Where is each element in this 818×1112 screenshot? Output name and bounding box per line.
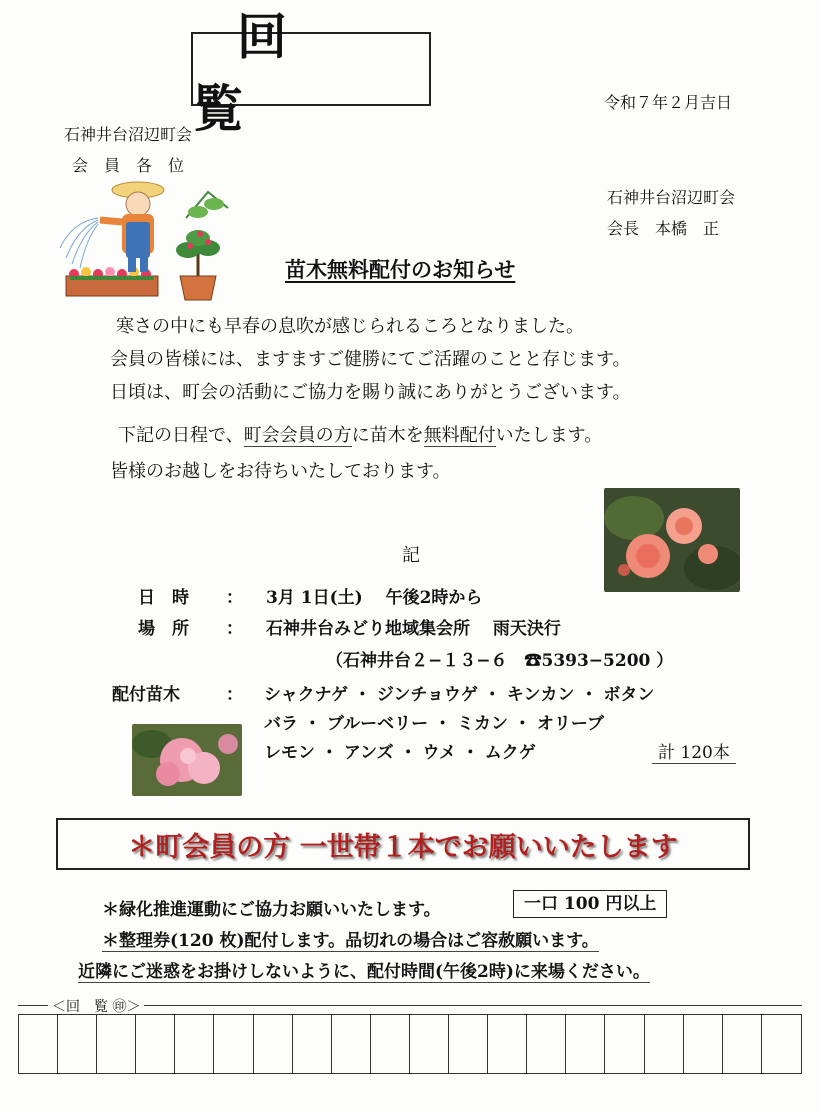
- items-colon: ：: [226, 685, 243, 705]
- azalea-photo: [132, 724, 242, 796]
- stamp-cell[interactable]: [332, 1015, 371, 1073]
- kairan-title: 回 覧: [191, 32, 431, 106]
- stamp-cell[interactable]: [254, 1015, 293, 1073]
- circulation-label: ＜回 覧 ㊞＞: [48, 996, 144, 1016]
- place-value: 石神井台みどり地域集会所 雨天決行: [266, 619, 561, 639]
- date-value: 3月 1日(土) 午後2時から: [266, 588, 483, 608]
- place-address: （石神井台２−１３−６ ☎5393−5200 ）: [326, 651, 674, 671]
- body-line-3: 日頃は、町会の活動にご協力を賜り誠にありがとうございます。: [110, 382, 631, 403]
- note-neighbors: 近隣にご迷惑をお掛けしないように、配付時間(午後2時)に来場ください。: [78, 957, 650, 983]
- stamp-cell[interactable]: [488, 1015, 527, 1073]
- items-line-3: レモン ・ アンズ ・ ウメ ・ ムクゲ: [264, 743, 536, 763]
- donation-box: 一口 100 円以上: [513, 890, 667, 918]
- stamp-cell[interactable]: [527, 1015, 566, 1073]
- water-spray-icon: [60, 218, 98, 268]
- notice-title: 苗木無料配付のお知らせ: [285, 257, 516, 282]
- items-line-2: バラ ・ ブルーベリー ・ ミカン ・ オリーブ: [264, 714, 604, 734]
- stamp-cell[interactable]: [566, 1015, 605, 1073]
- request-banner: ＊町会員の方 一世帯１本でお願いいたします: [56, 818, 750, 870]
- free-distribution-emphasis: 無料配付: [423, 425, 496, 446]
- stamp-cell[interactable]: [410, 1015, 449, 1073]
- note-greening: ＊緑化推進運動にご協力お願いいたします。: [102, 900, 441, 920]
- circulation-stamp-grid: [18, 1014, 802, 1074]
- stamp-cell[interactable]: [449, 1015, 488, 1073]
- body-line-4-post: いたします。: [495, 425, 603, 446]
- body-line-4-pre: 下記の日程で、: [118, 425, 244, 446]
- date-label: 日 時: [138, 588, 189, 608]
- gardener-illustration: [58, 178, 230, 306]
- place-label: 場 所: [138, 619, 189, 639]
- members-emphasis: 町会会員の方: [243, 425, 352, 446]
- stamp-cell[interactable]: [58, 1015, 97, 1073]
- note-ticket: ＊整理券(120 枚)配付します。品切れの場合はご容赦願います。: [102, 926, 599, 952]
- body-line-4-mid: に苗木を: [351, 425, 424, 446]
- ki-heading: 記: [402, 545, 420, 566]
- stamp-cell[interactable]: [19, 1015, 58, 1073]
- stamp-cell[interactable]: [136, 1015, 175, 1073]
- sender-name: 会長 本橋 正: [607, 219, 720, 238]
- place-colon: ：: [226, 619, 243, 639]
- date-colon: ：: [226, 588, 243, 608]
- items-line-1: シャクナゲ ・ ジンチョウゲ ・ キンカン ・ ボタン: [264, 685, 655, 705]
- stamp-cell[interactable]: [175, 1015, 214, 1073]
- body-line-5: 皆様のお越しをお待ちいたしております。: [110, 461, 451, 482]
- body-line-1: 寒さの中にも早春の息吹が感じられるころとなりました。: [116, 316, 584, 337]
- body-line-4: [118, 421, 602, 447]
- sender-org: 石神井台沼辺町会: [607, 188, 736, 207]
- issue-date: 令和７年２月吉日: [604, 93, 733, 112]
- stamp-cell[interactable]: [684, 1015, 723, 1073]
- stamp-cell[interactable]: [605, 1015, 644, 1073]
- stamp-cell[interactable]: [214, 1015, 253, 1073]
- stamp-cell[interactable]: [645, 1015, 684, 1073]
- stamp-cell[interactable]: [97, 1015, 136, 1073]
- items-total: 計 120本: [652, 738, 736, 764]
- body-line-2: 会員の皆様には、ますますご健勝にてご活躍のことと存じます。: [110, 349, 631, 370]
- stamp-cell[interactable]: [293, 1015, 332, 1073]
- stamp-cell[interactable]: [723, 1015, 762, 1073]
- stamp-cell[interactable]: [371, 1015, 410, 1073]
- recipient-members: 会 員 各 位: [72, 156, 185, 175]
- rose-photo: [604, 488, 740, 592]
- stamp-cell[interactable]: [762, 1015, 801, 1073]
- recipient-org: 石神井台沼辺町会: [64, 125, 193, 144]
- items-label: 配付苗木: [112, 685, 180, 705]
